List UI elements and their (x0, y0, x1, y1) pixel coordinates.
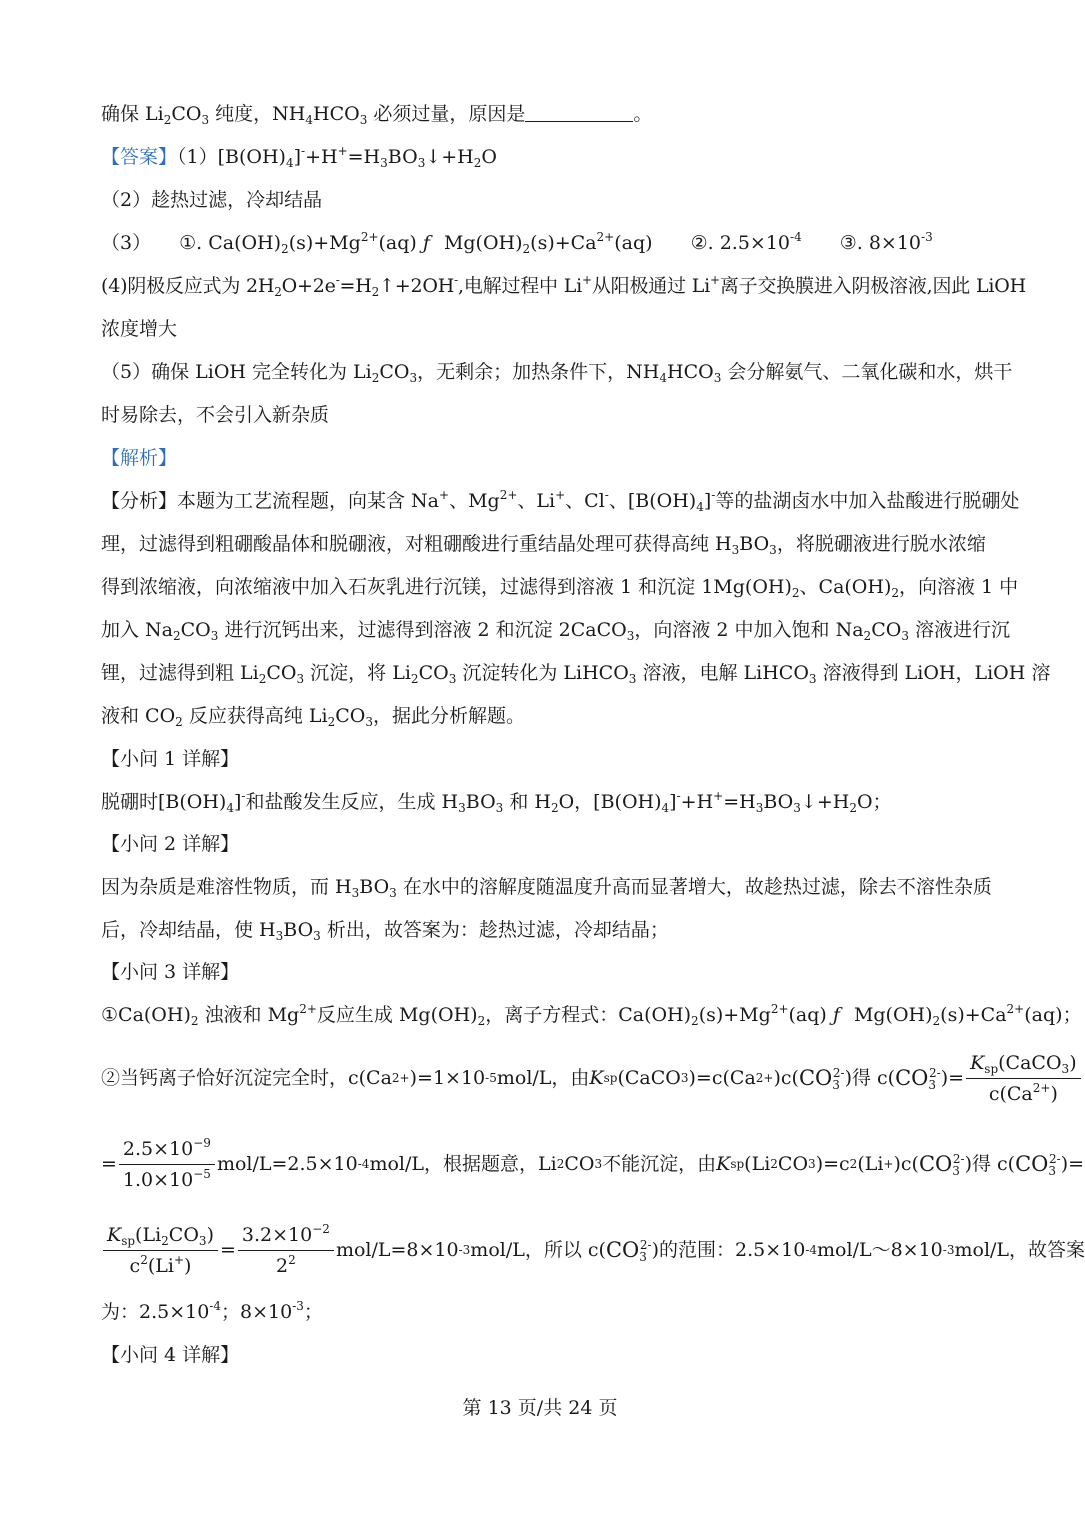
concentration-fraction: $\frac{2.5\times 10^{-9}}{1.0\times 10^{-5}}$ (119, 1134, 215, 1195)
q3-line-2: ②当钙离子恰好沉淀完全时，c(Ca 2+ )=1×10 -5 mol/L，由 K sp (CaCO 3 )=c(Ca 2+ )c( $CO_3^{2-}$ )得 c( $CO_3^{2-}$ )= $\frac{K_{sp}(CaCO_3)}{c(Ca^{2+})}$ (101, 1048, 1083, 1108)
answer-blank (525, 103, 633, 122)
analysis-line-3: 得到浓缩液，向浓缩液中加入石灰乳进行沉镁，过滤得到溶液 1 和沉淀 $1Mg(OH)_2$、$Ca(OH)_2$，向溶液 1 中 (101, 576, 1019, 600)
q3-line-5: 为：$2.5\times 10^{-4}$；$8\times 10^{-3}$； (101, 1299, 323, 1323)
question-tail-line: 确保 $Li_2CO_3$ 纯度，$NH_4HCO_3$ 必须过量，原因是 。 (101, 103, 653, 127)
q3-line-3: = $\frac{2.5\times 10^{-9}}{1.0\times 10^{-5}}$ mol/L=2.5×10 -4 mol/L，根据题意，Li 2 CO 3 不能沉淀，由 K sp (Li 2 CO 3 )=c 2 (Li + )c( $CO_3^{2-}$ )得 c( $CO_3^{2-}$ )= (101, 1132, 1084, 1196)
q2-line-2: 后，冷却结晶，使 $H_3BO_3$ 析出，故答案为：趁热过滤，冷却结晶； (101, 919, 669, 943)
answer-4-line: (4)阴极反应式为 $2H_2O+2e^-=H_2↑+2OH^-$,电解过程中 Li+从阳极通过 Li+离子交换膜进入阴极溶液,因此 LiOH (101, 273, 1026, 299)
answer-4-line-2: 浓度增大 (101, 318, 178, 340)
answer-5-line: （5）确保 LiOH 完全转化为 $Li_2CO_3$，无剩余；加热条件下，$NH_4HCO_3$ 会分解氨气、二氧化碳和水，烘干 (101, 361, 1013, 385)
q3-line-4: $\frac{K_{sp}(Li_2CO_3)}{c^2(Li^+)}$ = $\frac{3.2\times 10^{-2}}{2^2}$ mol/L=8×10 -3 mol/L，所以 c( $CO_3^{2-}$ )的范围：2.5×10 -4 mol/L～8×10 -3 mol/L，故答案 (101, 1218, 1085, 1282)
answer-2-line: （2）趁热过滤，冷却结晶 (101, 189, 323, 211)
q2-line-1: 因为杂质是难溶性物质，而 $H_3BO_3$ 在水中的溶解度随温度升高而显著增大，故趁热过滤，除去不溶性杂质 (101, 876, 992, 900)
q2-heading: 【小问 2 详解】 (101, 833, 240, 855)
q1-line: 脱硼时$[B(OH)_4]^-$和盐酸发生反应，生成 $H_3BO_3$ 和 $H_2O$，$[B(OH)_4]^-+H^+=H_3BO_3↓+H_2O$； (101, 789, 892, 815)
ksp-caco3-fraction: $\frac{K_{sp}(CaCO_3)}{c(Ca^{2+})}$ (966, 1048, 1081, 1109)
analysis-tag: 【解析】 (101, 447, 178, 469)
q1-heading: 【小问 1 详解】 (101, 748, 240, 770)
analysis-line-1: 【分析】本题为工艺流程题，向某含 Na+、$Mg^{2+}$、Li+、Cl-、$[B(OH)_4]^-$等的盐湖卤水中加入盐酸进行脱硼处 (101, 488, 1020, 514)
analysis-line-6: 液和 $CO_2$ 反应获得高纯 $Li_2CO_3$，据此分析解题。 (101, 705, 525, 729)
page-number: 第 13 页/共 24 页 (462, 1397, 618, 1419)
value-fraction: $\frac{3.2\times 10^{-2}}{2^2}$ (238, 1220, 334, 1281)
q3-line-1: $①Ca(OH)_2$ 浊液和 $Mg^{2+}$反应生成 $Mg(OH)_2$，离子方程式：$Ca(OH)_2(s)+Mg^{2+}(aq)$ ƒ $Mg(OH)_2(s)+Ca^{2+}(aq)$； (101, 1002, 1082, 1028)
analysis-line-5: 锂，过滤得到粗 $Li_2CO_3$ 沉淀，将 $Li_2CO_3$ 沉淀转化为 LiHCO$_3$ 溶液，电解 LiHCO$_3$ 溶液得到 LiOH，LiOH 溶 (101, 662, 1051, 686)
answer-3-line: （3） ①. $Ca(OH)_2(s)+Mg^{2+}(aq)$ ƒ $Mg(OH)_2(s)+Ca^{2+}(aq)$ ②. $2.5\times 10^{-4}$ ③. $8\times 10^{-3}$ (101, 230, 933, 256)
q3-heading: 【小问 3 详解】 (101, 961, 240, 983)
answer-tag: 【答案】 (101, 146, 178, 168)
answer-1-line: 【答案】$(1)[B(OH)_4]^-+H^+=H_3BO_3↓+H_2O$ (101, 144, 497, 170)
answer-5-line-2: 时易除去，不会引入新杂质 (101, 404, 330, 426)
analysis-line-4: 加入 $Na_2CO_3$ 进行沉钙出来，过滤得到溶液 2 和沉淀 2CaCO$_3$，向溶液 2 中加入饱和 $Na_2CO_3$ 溶液进行沉 (101, 619, 1010, 643)
analysis-line-2: 理，过滤得到粗硼酸晶体和脱硼液，对粗硼酸进行重结晶处理可获得高纯 $H_3BO_3$，将脱硼液进行脱水浓缩 (101, 533, 986, 557)
q4-heading: 【小问 4 详解】 (101, 1344, 240, 1366)
ksp-li2co3-fraction: $\frac{K_{sp}(Li_2CO_3)}{c^2(Li^+)}$ (103, 1220, 218, 1281)
